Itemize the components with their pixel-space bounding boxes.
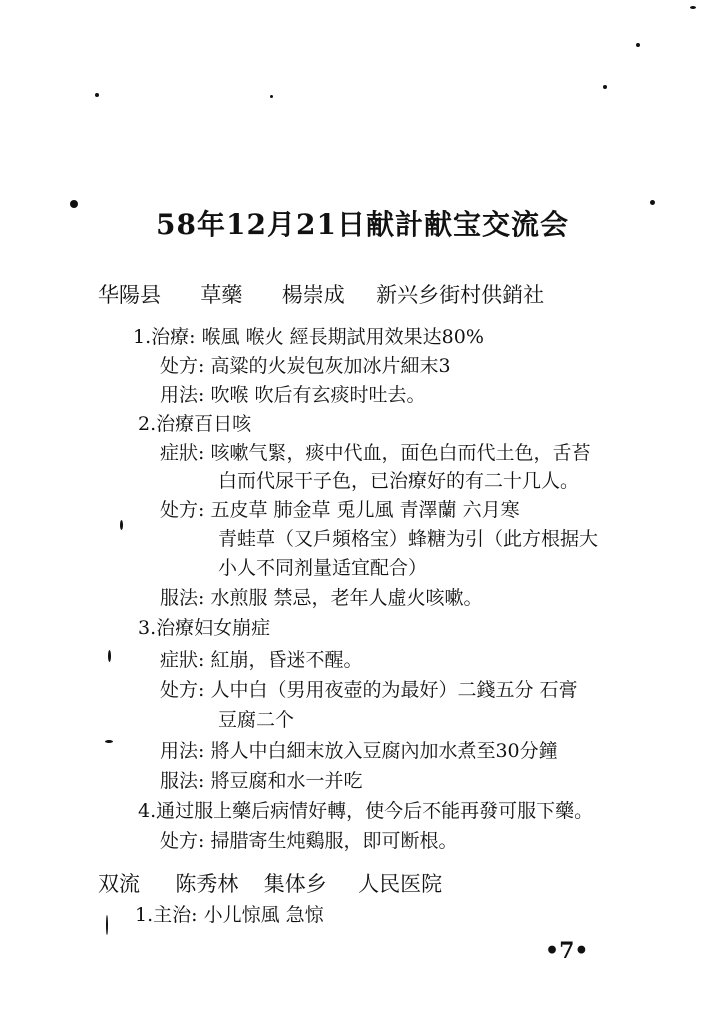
text-line: 1.治療: 喉風 喉火 經長期試用效果达80% bbox=[133, 326, 484, 348]
section2-unit2: 人民医院 bbox=[358, 872, 443, 896]
section1-item: 草藥 bbox=[200, 283, 243, 307]
text-line: 处方: 掃腊寄生炖鷄服，即可断根。 bbox=[160, 830, 458, 852]
section2-person: 陈秀林 bbox=[175, 872, 239, 896]
scan-speck bbox=[690, 6, 696, 9]
section2-county: 双流 bbox=[98, 872, 140, 896]
scan-speck bbox=[270, 95, 273, 98]
text-line: 处方: 五皮草 肺金草 兎儿風 青澤蘭 六月寒 bbox=[160, 499, 520, 521]
scan-speck bbox=[70, 200, 78, 208]
text-line: 1.主治: 小儿惊風 急惊 bbox=[135, 904, 324, 926]
scan-speck bbox=[120, 520, 123, 530]
section2-header bbox=[98, 871, 442, 897]
text-line: 小人不同剂量适宜配合） bbox=[218, 557, 428, 579]
text-line: 3.治療妇女崩症 bbox=[138, 617, 271, 639]
text-line: 服法: 水煎服 禁忌，老年人虛火咳嗽。 bbox=[160, 587, 483, 609]
section1-person: 楊崇成 bbox=[281, 283, 345, 307]
scan-speck bbox=[105, 740, 113, 743]
text-line: 症狀: 紅崩，昏迷不醒。 bbox=[160, 649, 363, 671]
text-line: 白而代尿干子色，已治療好的有二十几人。 bbox=[218, 470, 580, 492]
scan-speck bbox=[636, 43, 640, 47]
text-line: 2.治療百日咳 bbox=[138, 413, 252, 435]
text-line: 处方: 高粱的火炭包灰加冰片細末3 bbox=[160, 355, 451, 377]
section1-header bbox=[98, 282, 544, 308]
section2-unit1: 集体乡 bbox=[263, 872, 327, 896]
scan-speck bbox=[650, 200, 655, 205]
section1-unit: 新兴乡街村供銷社 bbox=[376, 283, 545, 307]
scan-speck bbox=[108, 650, 111, 662]
text-line: 服法: 將豆腐和水一并吃 bbox=[160, 770, 363, 792]
text-line: 症狀: 咳嗽气緊，痰中代血，面色白而代土色，舌苔 bbox=[160, 442, 591, 464]
text-line: 4.通过服上藥后病情好轉，使今后不能再發可服下藥。 bbox=[138, 800, 594, 822]
text-line: 用法: 將人中白細末放入豆腐內加水煮至30分鐘 bbox=[160, 740, 558, 762]
page-title: 58年12月21日献計献宝交流会 bbox=[156, 208, 569, 241]
text-line: 青蛙草（又戶頻格宝）蜂糖为引（此方根据大 bbox=[218, 528, 599, 550]
text-line: 处方: 人中白（男用夜壺的为最好）二錢五分 石膏 bbox=[160, 679, 578, 701]
text-line: 用法: 吹喉 吹后有玄痰时吐去。 bbox=[160, 384, 426, 406]
text-line: 豆腐二个 bbox=[218, 709, 295, 731]
page-number: •7• bbox=[545, 938, 589, 964]
scan-speck bbox=[603, 85, 607, 89]
scan-speck bbox=[95, 93, 99, 97]
scan-speck bbox=[106, 915, 108, 935]
section1-county: 华陽县 bbox=[98, 283, 161, 307]
